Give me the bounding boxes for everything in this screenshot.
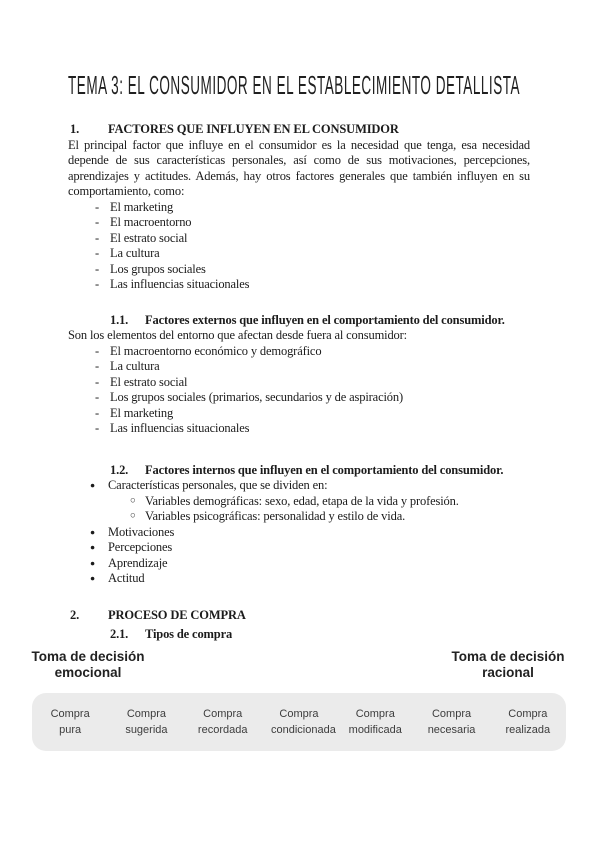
heading-text: Factores internos que influyen en el comportamiento del consumidor. [145, 462, 504, 477]
list-item-text: El macroentorno [110, 215, 192, 229]
list-item-text: Los grupos sociales [110, 261, 206, 276]
circle-bullet: ○ [130, 511, 136, 521]
list-item-text: Aprendizaje [108, 555, 168, 570]
spectrum-item-label: Compra condicionada [270, 707, 336, 736]
diagram-header [32, 649, 566, 682]
emotional-decision-label: Toma de decisión emocional [31, 648, 145, 680]
spectrum-item [261, 706, 337, 738]
purchase-types-diagram [32, 649, 566, 751]
purchase-spectrum-box [32, 693, 566, 751]
list-item-text: El estrato social [110, 374, 188, 389]
heading-text: FACTORES QUE INFLUYEN EN EL CONSUMIDOR [108, 122, 399, 136]
list-item-text: Los grupos sociales (primarios, secundarios y de aspiración) [110, 390, 404, 404]
circle-bullet: ○ [130, 495, 136, 506]
list-item [68, 556, 530, 572]
list-item-text: Percepciones [108, 540, 173, 554]
spectrum-item-label: Compra modificada [348, 707, 402, 736]
list-item-text: El marketing [110, 405, 174, 420]
list-item [68, 215, 530, 231]
list-item-text: El estrato social [110, 230, 188, 245]
list-item [68, 540, 530, 556]
dash-bullet: - [95, 261, 100, 276]
list-item-text: El marketing [110, 199, 174, 214]
list-item-text: Las influencias situacionales [110, 277, 250, 291]
filled-bullet: ● [90, 526, 95, 537]
paragraph-intro-1-1: Son los elementos del entorno que afectan desde fuera al consumidor: [68, 328, 407, 342]
list-item [68, 390, 530, 406]
list-item-text: El macroentorno económico y demográfico [110, 343, 322, 358]
list-item [68, 375, 530, 391]
heading-text: PROCESO DE COMPRA [108, 607, 246, 622]
list-item-text: La cultura [110, 246, 160, 260]
heading-number: 2. [70, 607, 80, 622]
dash-bullet: - [95, 359, 100, 373]
heading-number: 1. [70, 122, 80, 136]
list-item-text: Características personales, que se dividen en: [108, 478, 328, 492]
spectrum-item [32, 706, 108, 738]
filled-bullet: ● [90, 573, 95, 583]
spectrum-item [413, 706, 489, 738]
list-item-text: Variables demográficas: sexo, edad, etapa de la vida y profesión. [145, 493, 459, 508]
spectrum-item-label: Compra recordada [197, 707, 248, 736]
dash-bullet: - [95, 343, 100, 358]
spectrum-item [185, 706, 261, 738]
dash-bullet: - [95, 230, 100, 245]
sub-list-item [68, 494, 530, 510]
list-item [68, 478, 530, 494]
dash-bullet: - [95, 199, 100, 214]
list-item [68, 421, 530, 437]
spectrum-item-label: Compra necesaria [427, 707, 476, 736]
sub-list-item [68, 509, 530, 525]
page-title: TEMA 3: EL CONSUMIDOR EN EL ESTABLECIMIENTO DETALLISTA [68, 70, 521, 100]
dash-bullet: - [95, 421, 100, 435]
spectrum-item [490, 706, 566, 738]
dash-bullet: - [95, 246, 100, 260]
spectrum-item-label: Compra sugerida [125, 707, 168, 736]
spectrum-item [337, 706, 413, 738]
dash-bullet: - [95, 215, 100, 229]
heading-number: 1.1. [110, 312, 129, 327]
heading-section-1 [68, 122, 530, 138]
list-item [68, 571, 530, 587]
list-item [68, 359, 530, 375]
list-item-text: Variables psicográficas: personalidad y estilo de vida. [145, 509, 406, 523]
heading-section-1-2 [68, 463, 535, 479]
heading-number: 2.1. [110, 627, 129, 641]
dash-bullet: - [95, 405, 100, 420]
heading-section-2 [68, 608, 530, 624]
rational-decision-label: Toma de decisión racional [451, 648, 565, 680]
spectrum-item-label: Compra pura [50, 707, 90, 736]
list-item [68, 231, 530, 247]
dash-bullet: - [95, 277, 100, 291]
heading-section-2-1 [68, 627, 535, 643]
list-item [68, 525, 530, 541]
heading-text: Factores externos que influyen en el comportamiento del consumidor. [145, 312, 505, 327]
filled-bullet: ● [90, 557, 95, 568]
list-item-text: Actitud [108, 571, 145, 585]
filled-bullet: ● [90, 480, 95, 490]
list-item-text: La cultura [110, 359, 160, 373]
heading-text: Tipos de compra [145, 627, 233, 641]
heading-section-1-1 [68, 313, 535, 329]
filled-bullet: ● [90, 542, 95, 552]
list-item [68, 262, 530, 278]
list-item-text: Motivaciones [108, 524, 175, 539]
dash-bullet: - [95, 390, 100, 404]
list-item-text: Las influencias situacionales [110, 421, 250, 435]
spectrum-item [108, 706, 184, 738]
spectrum-item-label: Compra realizada [505, 707, 551, 736]
list-item [68, 277, 530, 293]
heading-number: 1.2. [110, 462, 129, 477]
list-item [68, 344, 530, 360]
list-item [68, 200, 530, 216]
list-item [68, 246, 530, 262]
paragraph-intro-1: El principal factor que influye en el consumidor es la necesidad que tenga, esa necesidad depende de sus características personales, así como de sus motivaciones, percepciones, aprendizajes y actitudes. Además, hay otros factores generales que también influyen en su comportamiento, como: [68, 137, 530, 198]
dash-bullet: - [95, 374, 100, 389]
list-item [68, 406, 530, 422]
